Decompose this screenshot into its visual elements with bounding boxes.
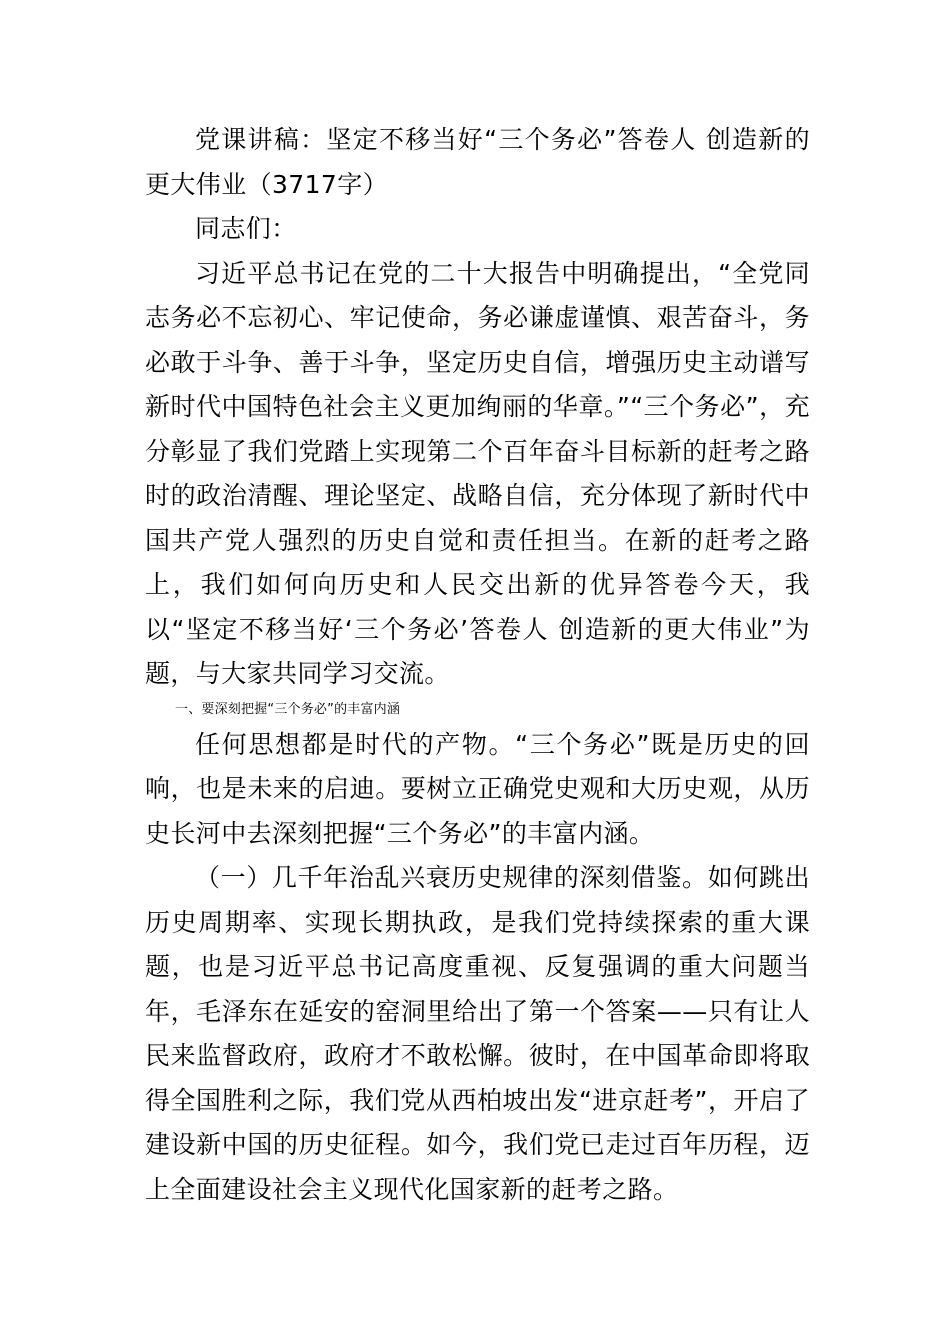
intro-paragraph: 习近平总书记在党的二十大报告中明确提出，“全党同志务必不忘初心、牢记使命，务必谦虚谨慎、艰苦奋斗，务必敢于斗争、善于斗争，坚定历史自信，增强历史主动谱写新时代中国特色社会主义更加绚丽的华章。”“三个务必”，充分彰显了我们党踏上实现第二个百年奋斗目标新的赶考之路时的政治清醒、理论坚定、战略自信，充分体现了新时代中国共产党人强烈的历史自觉和责任担当。在新的赶考之路上，我们如何向历史和人民交出新的优异答卷今天，我以“坚定不移当好‘三个务必’答卷人 创造新的更大伟业”为题，与大家共同学习交流。 (145, 258, 810, 688)
salutation: 同志们： (195, 214, 297, 243)
section-1-paragraph: 任何思想都是时代的产物。“三个务必”既是历史的回响，也是未来的启迪。要树立正确党史观和大历史观，从历史长河中去深刻把握“三个务必”的丰富内涵。 (145, 729, 810, 848)
document-page (145, 118, 810, 1212)
section-1-subsection-1: （一）几千年治乱兴衰历史规律的深刻借鉴。如何跳出历史周期率、实现长期执政，是我们党持续探索的重大课题，也是习近平总书记高度重视、反复强调的重大问题当年，毛泽东在延安的窑洞里给出了第一个答案——只有让人民来监督政府，政府才不敢松懈。彼时，在中国革命即将取得全国胜利之际，我们党从西柏坡出发“进京赶考”，开启了建设新中国的历史征程。如今，我们党已走过百年历程，迈上全面建设社会主义现代化国家新的赶考之路。 (145, 863, 810, 1204)
document-title: 党课讲稿：坚定不移当好“三个务必”答卷人 创造新的更大伟业（3717字） (145, 125, 810, 199)
section-heading-1: 一、要深刻把握“三个务必”的丰富内涵 (175, 701, 401, 717)
